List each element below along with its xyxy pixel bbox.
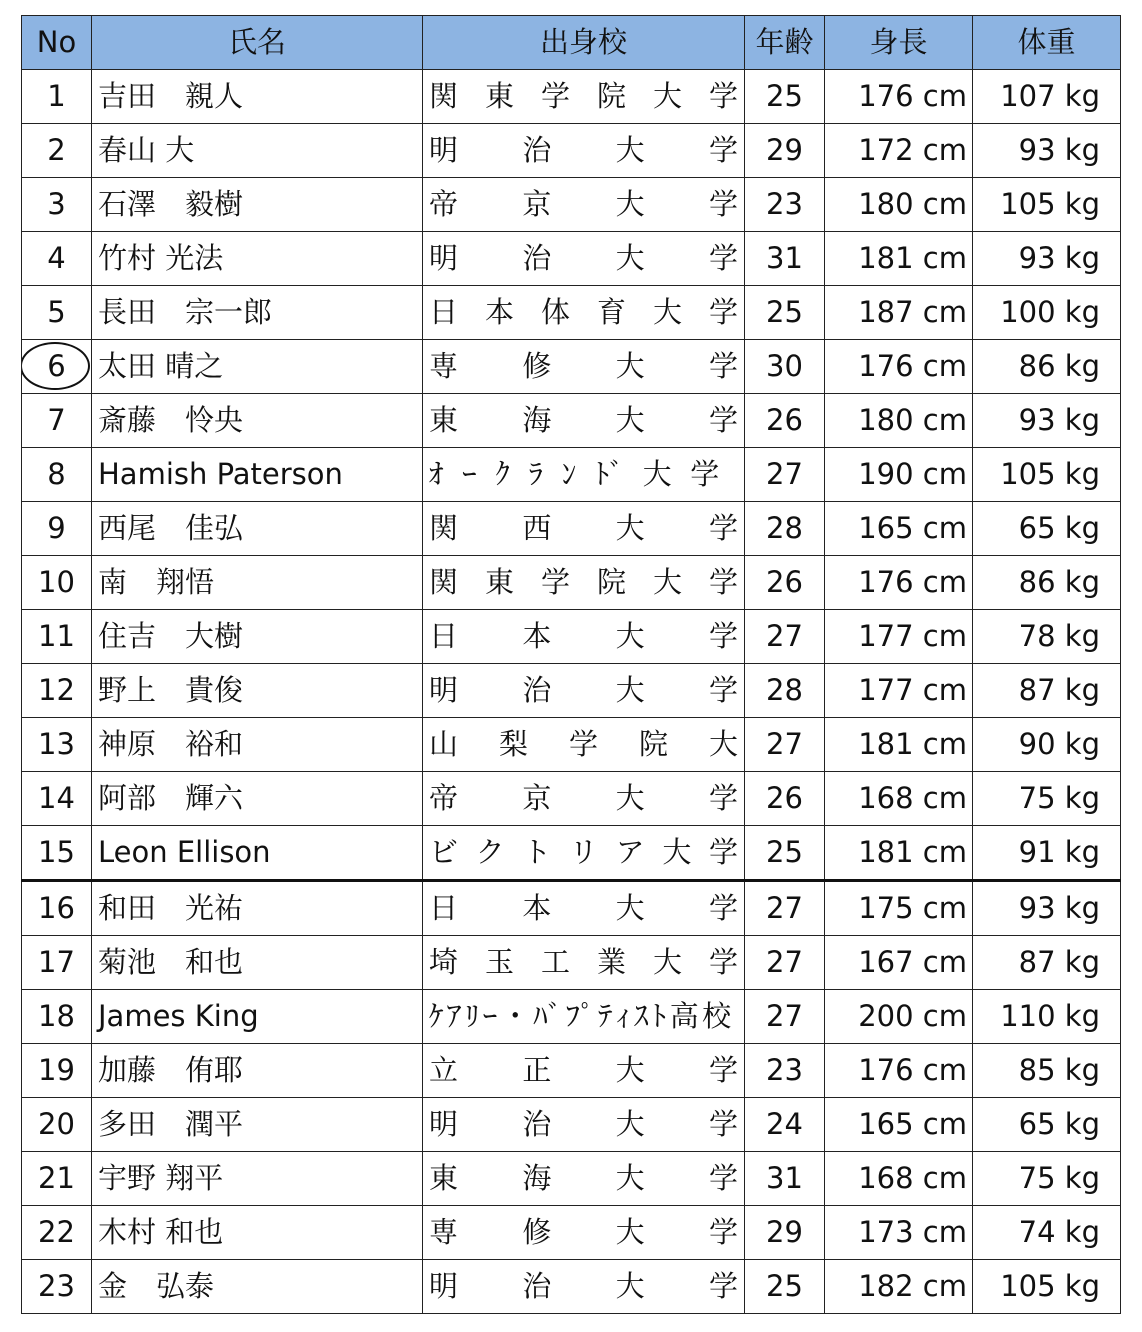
cell-no — [22, 772, 92, 826]
cell-weight: 90 kg — [973, 718, 1121, 772]
cell-name: 多田 潤平 — [92, 1098, 423, 1152]
cell-school — [423, 664, 745, 718]
cell-school — [423, 772, 745, 826]
cell-school — [423, 340, 745, 394]
cell-age: 23 — [745, 178, 825, 232]
cell-name: 菊池 和也 — [92, 936, 423, 990]
row-number: 6 — [47, 349, 66, 383]
cell-height: 200 cm — [825, 990, 973, 1044]
cell-age: 25 — [745, 286, 825, 340]
cell-weight: 65 kg — [973, 1098, 1121, 1152]
cell-height: 180 cm — [825, 394, 973, 448]
school-text: 日本大学 — [429, 619, 738, 653]
cell-height: 168 cm — [825, 772, 973, 826]
cell-school — [423, 1044, 745, 1098]
cell-weight: 105 kg — [973, 1260, 1121, 1314]
school-text: ｵｰｸﾗﾝﾄﾞ大学 — [429, 457, 738, 491]
row-number: 10 — [38, 565, 75, 599]
cell-height: 167 cm — [825, 936, 973, 990]
cell-weight: 86 kg — [973, 340, 1121, 394]
row-number: 3 — [47, 187, 66, 221]
school-text: 明治大学 — [429, 241, 738, 275]
cell-school — [423, 124, 745, 178]
table-row — [22, 124, 1121, 178]
row-number: 15 — [38, 835, 75, 869]
cell-no — [22, 664, 92, 718]
cell-name: 石澤 毅樹 — [92, 178, 423, 232]
header-height: 身長 — [825, 16, 973, 70]
cell-height: 176 cm — [825, 556, 973, 610]
cell-height: 182 cm — [825, 1260, 973, 1314]
cell-no — [22, 340, 92, 394]
cell-weight: 93 kg — [973, 394, 1121, 448]
cell-no — [22, 1206, 92, 1260]
cell-age: 24 — [745, 1098, 825, 1152]
cell-weight: 78 kg — [973, 610, 1121, 664]
row-number: 13 — [38, 727, 75, 761]
cell-age: 26 — [745, 394, 825, 448]
school-text: 東海大学 — [429, 403, 738, 437]
cell-name: 吉田 親人 — [92, 70, 423, 124]
school-text: 専修大学 — [429, 349, 738, 383]
cell-school — [423, 178, 745, 232]
cell-age: 27 — [745, 990, 825, 1044]
cell-height: 181 cm — [825, 232, 973, 286]
cell-height: 176 cm — [825, 70, 973, 124]
cell-name: 春山 大 — [92, 124, 423, 178]
cell-age: 29 — [745, 1206, 825, 1260]
cell-name: James King — [92, 990, 423, 1044]
school-text: 帝京大学 — [429, 781, 738, 815]
cell-name: 南 翔悟 — [92, 556, 423, 610]
table-row — [22, 610, 1121, 664]
cell-name: 木村 和也 — [92, 1206, 423, 1260]
cell-school — [423, 394, 745, 448]
school-text: 明治大学 — [429, 133, 738, 167]
table-row — [22, 826, 1121, 881]
table-row — [22, 1260, 1121, 1314]
cell-height: 168 cm — [825, 1152, 973, 1206]
cell-weight: 91 kg — [973, 826, 1121, 881]
school-text: 埼玉工業大学 — [429, 945, 738, 979]
cell-age: 27 — [745, 881, 825, 936]
table-row — [22, 448, 1121, 502]
table-row — [22, 232, 1121, 286]
cell-height: 173 cm — [825, 1206, 973, 1260]
cell-name: 神原 裕和 — [92, 718, 423, 772]
cell-name: Hamish Paterson — [92, 448, 423, 502]
table-row — [22, 772, 1121, 826]
cell-name: 加藤 侑耶 — [92, 1044, 423, 1098]
cell-no — [22, 1152, 92, 1206]
row-number: 18 — [38, 999, 75, 1033]
cell-no — [22, 394, 92, 448]
cell-weight: 85 kg — [973, 1044, 1121, 1098]
cell-no — [22, 70, 92, 124]
cell-school — [423, 826, 745, 881]
cell-name: 太田 晴之 — [92, 340, 423, 394]
cell-name: 阿部 輝六 — [92, 772, 423, 826]
cell-no — [22, 1260, 92, 1314]
table-row — [22, 1206, 1121, 1260]
cell-school — [423, 936, 745, 990]
school-text: 関東学院大学 — [429, 565, 738, 599]
table-row — [22, 178, 1121, 232]
cell-no — [22, 556, 92, 610]
school-text: 明治大学 — [429, 673, 738, 707]
cell-age: 25 — [745, 826, 825, 881]
row-number: 5 — [47, 295, 66, 329]
cell-no — [22, 718, 92, 772]
cell-weight: 87 kg — [973, 936, 1121, 990]
cell-no — [22, 232, 92, 286]
cell-weight: 87 kg — [973, 664, 1121, 718]
row-number: 14 — [38, 781, 75, 815]
table-row — [22, 1098, 1121, 1152]
cell-age: 25 — [745, 70, 825, 124]
cell-name: 斎藤 怜央 — [92, 394, 423, 448]
row-number: 2 — [47, 133, 66, 167]
cell-school — [423, 70, 745, 124]
cell-school — [423, 1152, 745, 1206]
table-row — [22, 990, 1121, 1044]
cell-height: 165 cm — [825, 502, 973, 556]
cell-name: 長田 宗一郎 — [92, 286, 423, 340]
cell-no — [22, 1098, 92, 1152]
cell-age: 27 — [745, 936, 825, 990]
cell-no — [22, 502, 92, 556]
cell-age: 26 — [745, 556, 825, 610]
cell-height: 175 cm — [825, 881, 973, 936]
cell-weight: 93 kg — [973, 232, 1121, 286]
cell-weight: 100 kg — [973, 286, 1121, 340]
table-row — [22, 394, 1121, 448]
row-number: 9 — [47, 511, 66, 545]
cell-weight: 93 kg — [973, 881, 1121, 936]
cell-age: 23 — [745, 1044, 825, 1098]
school-text: ｹｱﾘｰ・ﾊﾞﾌﾟﾃｨｽﾄ高校 — [429, 999, 735, 1033]
cell-name: 金 弘泰 — [92, 1260, 423, 1314]
row-number: 21 — [38, 1161, 75, 1195]
cell-weight: 86 kg — [973, 556, 1121, 610]
cell-age: 28 — [745, 664, 825, 718]
cell-height: 190 cm — [825, 448, 973, 502]
school-text: ビクトリア大学 — [429, 835, 738, 869]
school-text: 明治大学 — [429, 1107, 738, 1141]
school-text: 帝京大学 — [429, 187, 738, 221]
cell-age: 30 — [745, 340, 825, 394]
header-school: 出身校 — [423, 16, 745, 70]
cell-school — [423, 1260, 745, 1314]
cell-weight: 75 kg — [973, 1152, 1121, 1206]
cell-weight: 105 kg — [973, 178, 1121, 232]
row-number: 1 — [47, 79, 66, 113]
cell-no — [22, 178, 92, 232]
table-row — [22, 718, 1121, 772]
table-row — [22, 340, 1121, 394]
cell-school — [423, 990, 745, 1044]
table-row — [22, 502, 1121, 556]
cell-age: 29 — [745, 124, 825, 178]
cell-school — [423, 286, 745, 340]
cell-school — [423, 1206, 745, 1260]
cell-age: 27 — [745, 718, 825, 772]
row-number: 22 — [38, 1215, 75, 1249]
cell-name: Leon Ellison — [92, 826, 423, 881]
cell-name: 竹村 光法 — [92, 232, 423, 286]
cell-height: 176 cm — [825, 1044, 973, 1098]
player-roster-table — [21, 15, 1121, 1314]
row-number: 12 — [38, 673, 75, 707]
cell-name: 和田 光祐 — [92, 881, 423, 936]
cell-height: 177 cm — [825, 610, 973, 664]
row-number: 17 — [38, 945, 75, 979]
table-row — [22, 556, 1121, 610]
cell-name: 宇野 翔平 — [92, 1152, 423, 1206]
table-row — [22, 881, 1121, 936]
cell-school — [423, 881, 745, 936]
table-row — [22, 1044, 1121, 1098]
cell-height: 172 cm — [825, 124, 973, 178]
cell-no — [22, 881, 92, 936]
row-number: 4 — [47, 241, 66, 275]
roster-body — [22, 70, 1121, 1314]
cell-weight: 75 kg — [973, 772, 1121, 826]
table-row — [22, 286, 1121, 340]
cell-height: 177 cm — [825, 664, 973, 718]
cell-age: 31 — [745, 232, 825, 286]
cell-age: 27 — [745, 448, 825, 502]
school-text: 関東学院大学 — [429, 79, 738, 113]
cell-school — [423, 502, 745, 556]
header-name: 氏名 — [92, 16, 423, 70]
cell-height: 187 cm — [825, 286, 973, 340]
cell-school — [423, 448, 745, 502]
school-text: 日本大学 — [429, 891, 738, 925]
table-row — [22, 664, 1121, 718]
cell-age: 27 — [745, 610, 825, 664]
cell-age: 26 — [745, 772, 825, 826]
cell-no — [22, 1044, 92, 1098]
cell-school — [423, 718, 745, 772]
cell-weight: 107 kg — [973, 70, 1121, 124]
header-row — [22, 16, 1121, 70]
header-weight: 体重 — [973, 16, 1121, 70]
cell-name: 西尾 佳弘 — [92, 502, 423, 556]
table-row — [22, 1152, 1121, 1206]
header-no: No — [22, 16, 92, 70]
school-text: 東海大学 — [429, 1161, 738, 1195]
cell-age: 28 — [745, 502, 825, 556]
row-number: 7 — [47, 403, 66, 437]
cell-school — [423, 232, 745, 286]
school-text: 専修大学 — [429, 1215, 738, 1249]
row-number: 11 — [38, 619, 75, 653]
cell-weight: 74 kg — [973, 1206, 1121, 1260]
cell-no — [22, 826, 92, 881]
school-text: 明治大学 — [429, 1269, 738, 1303]
cell-school — [423, 556, 745, 610]
school-text: 日本体育大学 — [429, 295, 738, 329]
cell-no — [22, 936, 92, 990]
cell-no — [22, 610, 92, 664]
school-text: 立正大学 — [429, 1053, 738, 1087]
row-number: 8 — [47, 457, 66, 491]
cell-no — [22, 124, 92, 178]
cell-no — [22, 990, 92, 1044]
table-row — [22, 936, 1121, 990]
row-number: 20 — [38, 1107, 75, 1141]
cell-name: 住吉 大樹 — [92, 610, 423, 664]
cell-weight: 110 kg — [973, 990, 1121, 1044]
cell-height: 181 cm — [825, 718, 973, 772]
cell-no — [22, 448, 92, 502]
cell-height: 165 cm — [825, 1098, 973, 1152]
row-number: 19 — [38, 1053, 75, 1087]
row-number: 23 — [38, 1269, 75, 1303]
school-text: 関西大学 — [429, 511, 738, 545]
school-text: 山梨学院大 — [429, 727, 738, 761]
cell-school — [423, 1098, 745, 1152]
cell-no — [22, 286, 92, 340]
cell-height: 180 cm — [825, 178, 973, 232]
table-row — [22, 70, 1121, 124]
cell-weight: 93 kg — [973, 124, 1121, 178]
cell-height: 176 cm — [825, 340, 973, 394]
cell-school — [423, 610, 745, 664]
cell-age: 25 — [745, 1260, 825, 1314]
row-number: 16 — [38, 891, 75, 925]
cell-name: 野上 貴俊 — [92, 664, 423, 718]
cell-weight: 65 kg — [973, 502, 1121, 556]
cell-weight: 105 kg — [973, 448, 1121, 502]
header-age: 年齢 — [745, 16, 825, 70]
cell-age: 31 — [745, 1152, 825, 1206]
cell-height: 181 cm — [825, 826, 973, 881]
